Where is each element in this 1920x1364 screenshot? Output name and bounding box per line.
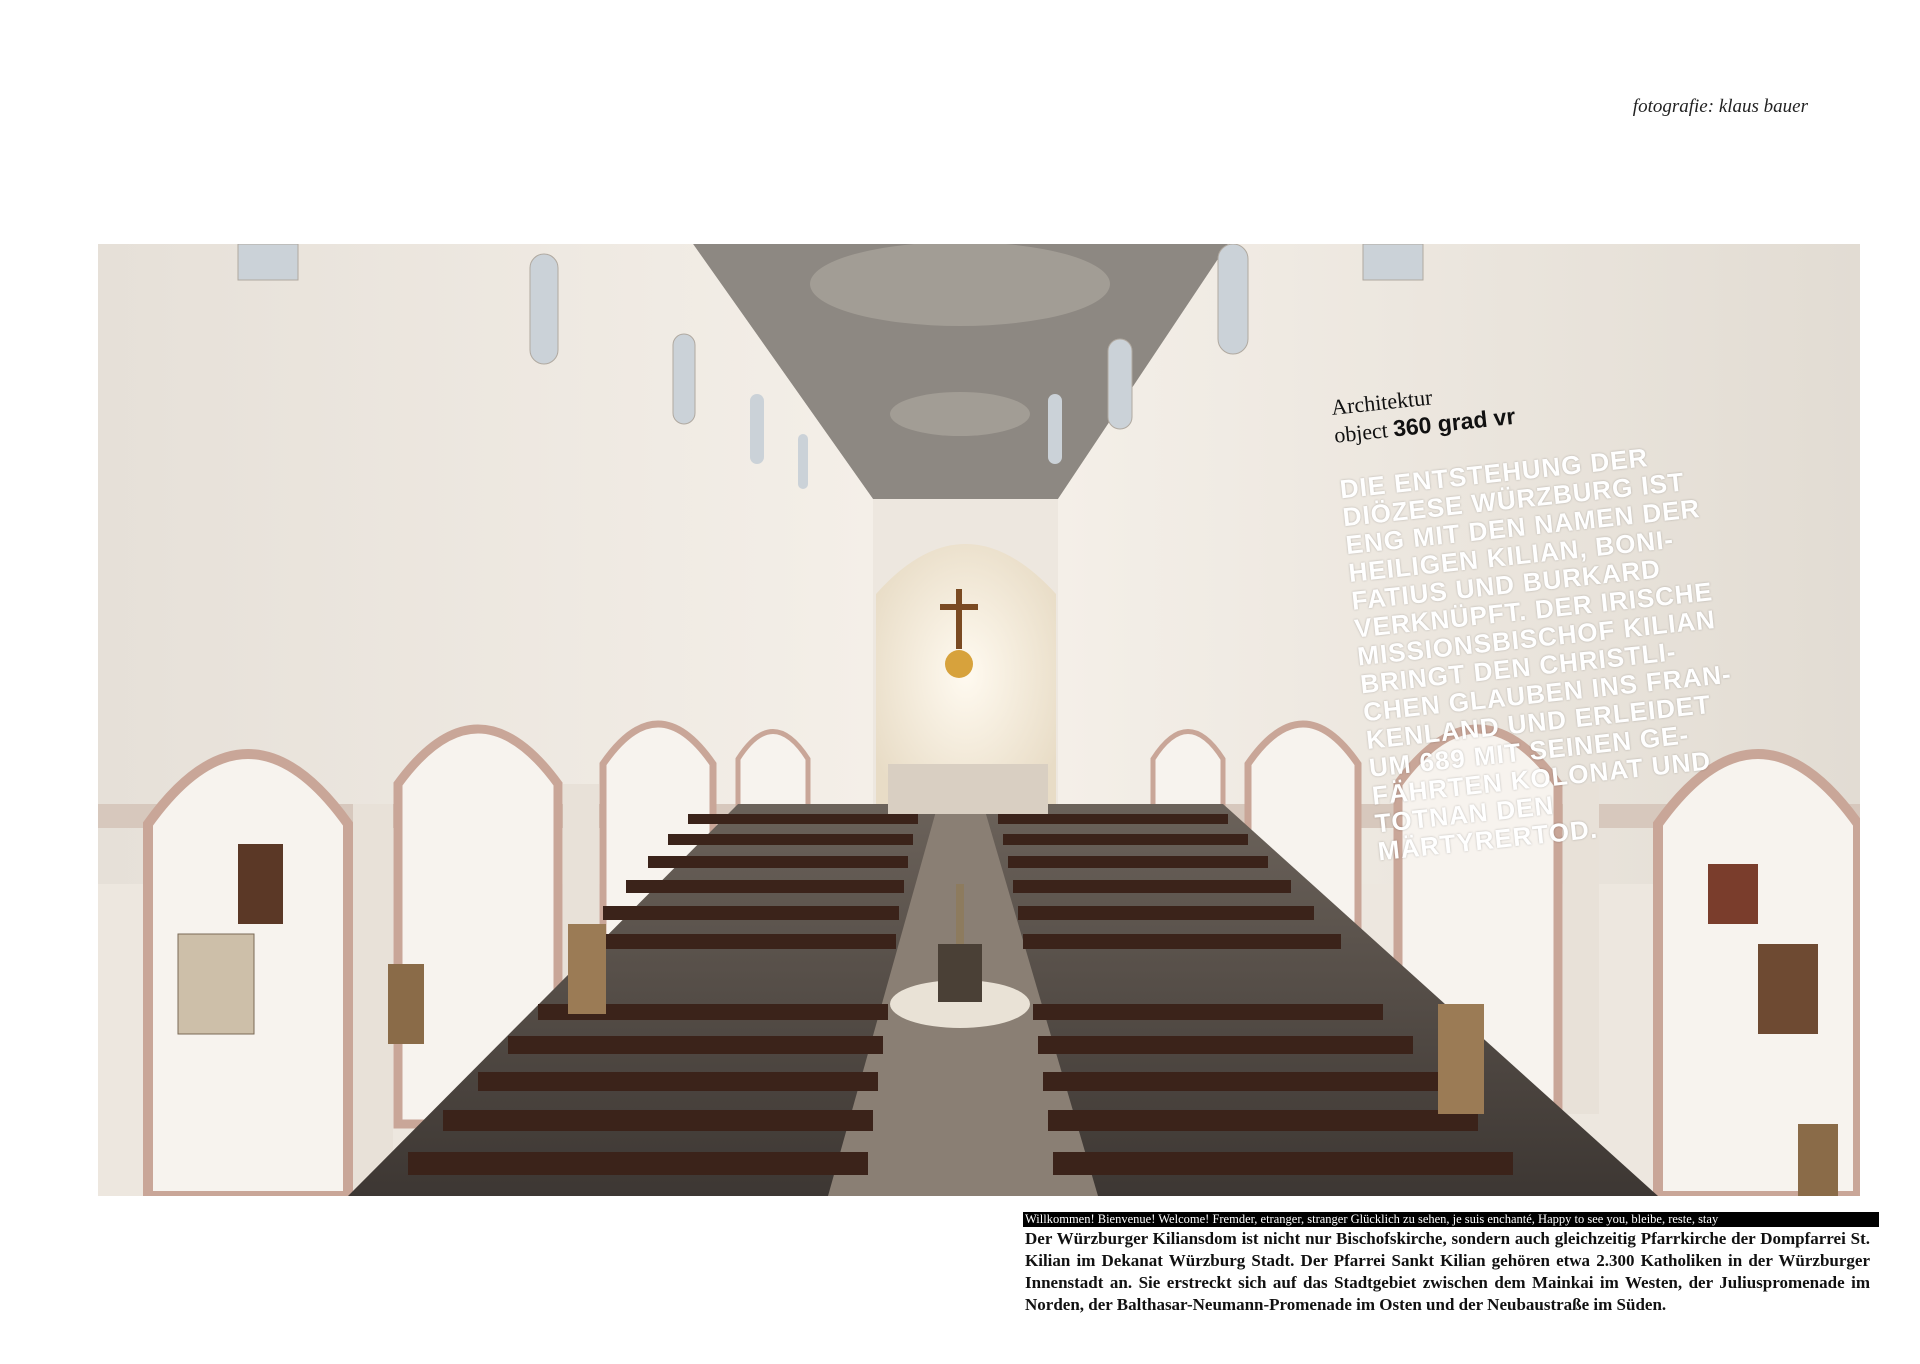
intro-overlay — [1330, 347, 1837, 865]
photo-credit: fotografie: klaus bauer — [1632, 96, 1808, 117]
intro-statement: DIE ENTSTEHUNG DER DIÖZESE WÜRZBURG IST ENG MIT DEN NAMEN DER HEILIGEN KILIAN, BONI-FATIUS UND BURKARD VERKNÜPFT. DER IRISCHE MISSIONSBISCHOF KILIAN BRINGT DEN CHRISTLI-CHEN GLAUBEN INS FRAN-KENLAND UND ERLEIDET UM 689 MIT SEINEN GE-FÄHRTEN KOLONAT UND TOTNAN DEN MÄRTYRERTOD. — [1338, 442, 1733, 867]
welcome-strip: Willkommen! Bienvenue! Welcome! Fremder, etranger, stranger Glücklich zu sehen, je suis enchanté, Happy to see you, bleibe, reste, stay — [1023, 1212, 1879, 1227]
caption-body: Der Würzburger Kiliansdom ist nicht nur Bischofskirche, sondern auch gleichzeitig Pfarrkirche der Dompfarrei St. Kilian im Dekanat Würzburg Stadt. Der Pfarrei Sankt Kilian gehören etwa 2.300 Katholiken in der Würzburger Innenstadt an. Sie erstreckt sich auf das Stadtgebiet zwischen dem Mainkai im Westen, der Juliuspromenade im Norden, der Balthasar-Neumann-Promenade im Osten und der Neubaustraße im Süden. — [1025, 1229, 1870, 1314]
object-word: object — [1332, 417, 1390, 448]
caption-block — [1023, 1212, 1879, 1316]
object-title: 360 grad vr — [1391, 402, 1517, 442]
section-kicker: Architektur — [1330, 384, 1434, 420]
